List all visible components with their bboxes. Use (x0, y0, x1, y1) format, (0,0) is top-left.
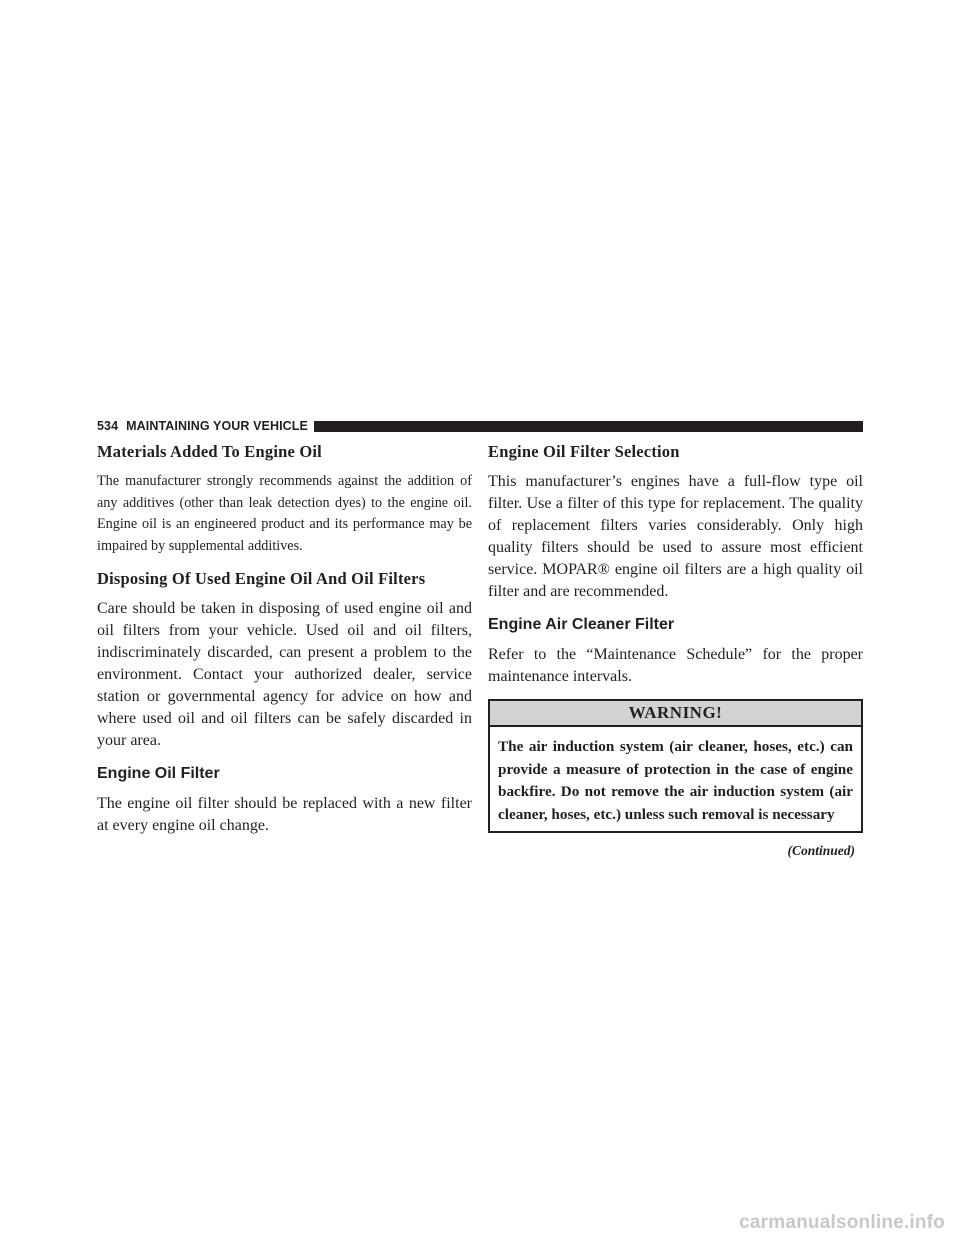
section-title: MAINTAINING YOUR VEHICLE (126, 419, 308, 433)
page-number: 534 (97, 419, 119, 433)
watermark-text: carmanualsonline.info (739, 1212, 945, 1233)
paragraph-materials-added: The manufacturer strongly recommends against the addition of any additives (other than leak detection dyes) to the engine oil. Engine oil is an engineered product and its performance may be impaired by supplemental additives. (97, 473, 472, 554)
heading-oil-filter-selection: Engine Oil Filter Selection (488, 442, 680, 461)
heading-materials-added: Materials Added To Engine Oil (97, 442, 322, 461)
paragraph-engine-oil-filter: The engine oil filter should be replaced with a new filter at every engine oil change. (97, 795, 472, 834)
continued-note: (Continued) (787, 843, 855, 858)
left-column (97, 441, 472, 848)
heading-air-cleaner-filter: Engine Air Cleaner Filter (488, 616, 675, 633)
right-column (488, 441, 863, 859)
running-header (97, 419, 863, 433)
header-rule (314, 421, 863, 432)
warning-title: WARNING! (490, 701, 861, 727)
paragraph-oil-filter-selection: This manufacturer’s engines have a full-flow type oil filter. Use a filter of this type for replacement. The quality of replacement filters varies considerably. Only high quality filters should be used to assure most efficient service. MOPAR® engine oil filters are a high quality oil filter and are recommended. (488, 473, 863, 600)
paragraph-disposing-oil: Care should be taken in disposing of used engine oil and oil filters from your vehicle. Used oil and oil filters, indiscriminately discarded, can present a problem to the environment. Contact your authorized dealer, service station or governmental agency for advice on how and where used oil and oil filters can be safely discarded in your area. (97, 600, 472, 749)
warning-text: The air induction system (air cleaner, hoses, etc.) can provide a measure of protection in the case of engine backfire. Do not remove the air induction system (air cleaner, hoses, etc.) unless such removal is necessary (498, 738, 853, 823)
warning-box (488, 699, 863, 833)
heading-engine-oil-filter: Engine Oil Filter (97, 765, 220, 782)
heading-disposing-oil: Disposing Of Used Engine Oil And Oil Filters (97, 569, 426, 588)
paragraph-air-cleaner-filter: Refer to the “Maintenance Schedule” for the proper maintenance intervals. (488, 646, 863, 685)
